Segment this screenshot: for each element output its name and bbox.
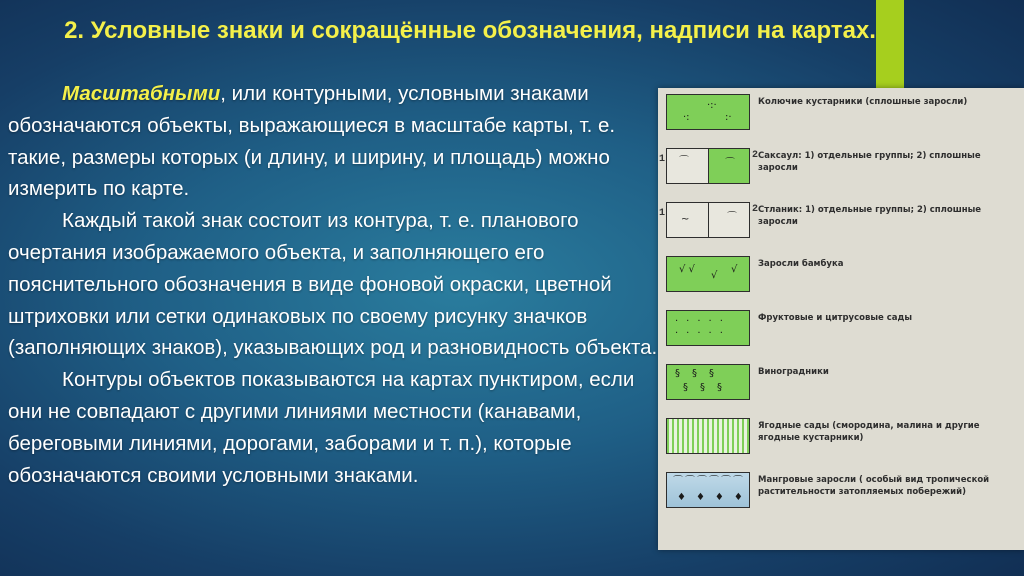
paragraph-2-text: Каждый такой знак состоит из контура, т. е. планового очертания изображаемого объекта, и заполняющего его пояснительного обозначения в виде фоновой окраски, цветной штриховки или сетки одинаковых по своему рисунку значков (заполняющих знаков), указывающих род и разновидность объекта. <box>8 209 658 360</box>
legend-row-creeping-pine <box>658 198 1024 248</box>
legend-label: Фруктовые и цитрусовые сады <box>758 313 913 323</box>
bamboo-icon: √ √ √ √ <box>666 256 750 292</box>
accent-bar <box>876 0 904 88</box>
paragraph-1-text: , или контурными, условными знаками обозначаются объекты, выражающиеся в масштабе карты, т. е. такие, размеры которых (и длину, и ширину, и площадь) можно измерить по карте. <box>8 82 616 201</box>
mangrove-icon: ⌒⌒⌒⌒⌒⌒ ♦♦♦♦ <box>666 472 750 508</box>
berry-garden-icon <box>666 418 750 454</box>
legend-row-berry-gardens <box>658 414 1024 464</box>
legend-row-orchards <box>658 306 1024 356</box>
legend-row-saxaul <box>658 144 1024 194</box>
legend-row-thorn-bushes <box>658 90 1024 140</box>
legend-label: Колючие кустарники (сплошные заросли) <box>758 97 968 107</box>
legend-row-bamboo <box>658 252 1024 302</box>
creeping-pine-icon: ~ ⌒ <box>666 202 750 238</box>
legend-label: Мангровые заросли ( особый вид тропической растительности затопляемых побережий) <box>758 475 990 497</box>
legend-num-2: 2 <box>752 150 759 161</box>
legend-label: Саксаул: 1) отдельные группы; 2) сплошные заросли <box>758 151 981 173</box>
thorn-bush-icon: ·:· ·: :· <box>666 94 750 130</box>
orchard-dot-icon: ····· ····· <box>666 310 750 346</box>
legend-num-1: 1 <box>659 154 666 165</box>
saxaul-icon: ⌒ ⌒ <box>666 148 750 184</box>
vineyard-icon: §§§ §§§ <box>666 364 750 400</box>
paragraph-2 <box>8 205 658 364</box>
legend-num-2: 2 <box>752 204 759 215</box>
legend-label: Ягодные сады (смородина, малина и другие ягодные кустарники) <box>758 421 980 443</box>
body-text <box>8 78 658 491</box>
slide-title: 2. Условные знаки и сокращённые обозначения, надписи на картах. <box>64 17 876 44</box>
legend-label: Заросли бамбука <box>758 259 844 269</box>
paragraph-1 <box>8 78 658 205</box>
map-symbols-legend <box>658 88 1024 550</box>
legend-label: Виноградники <box>758 367 829 377</box>
legend-label: Стланик: 1) отдельные группы; 2) сплошные заросли <box>758 205 982 227</box>
legend-row-mangroves <box>658 468 1024 518</box>
paragraph-3 <box>8 364 658 491</box>
paragraph-3-text: Контуры объектов показываются на картах пунктиром, если они не совпадают с другими линиями местности (канавами, береговыми линиями, дорогами, заборами и т. п.), которые обозначаются своими условными знаками. <box>8 368 635 487</box>
legend-row-vineyards <box>658 360 1024 410</box>
legend-num-1: 1 <box>659 208 666 219</box>
emphasis-term: Масштабными <box>62 82 221 105</box>
